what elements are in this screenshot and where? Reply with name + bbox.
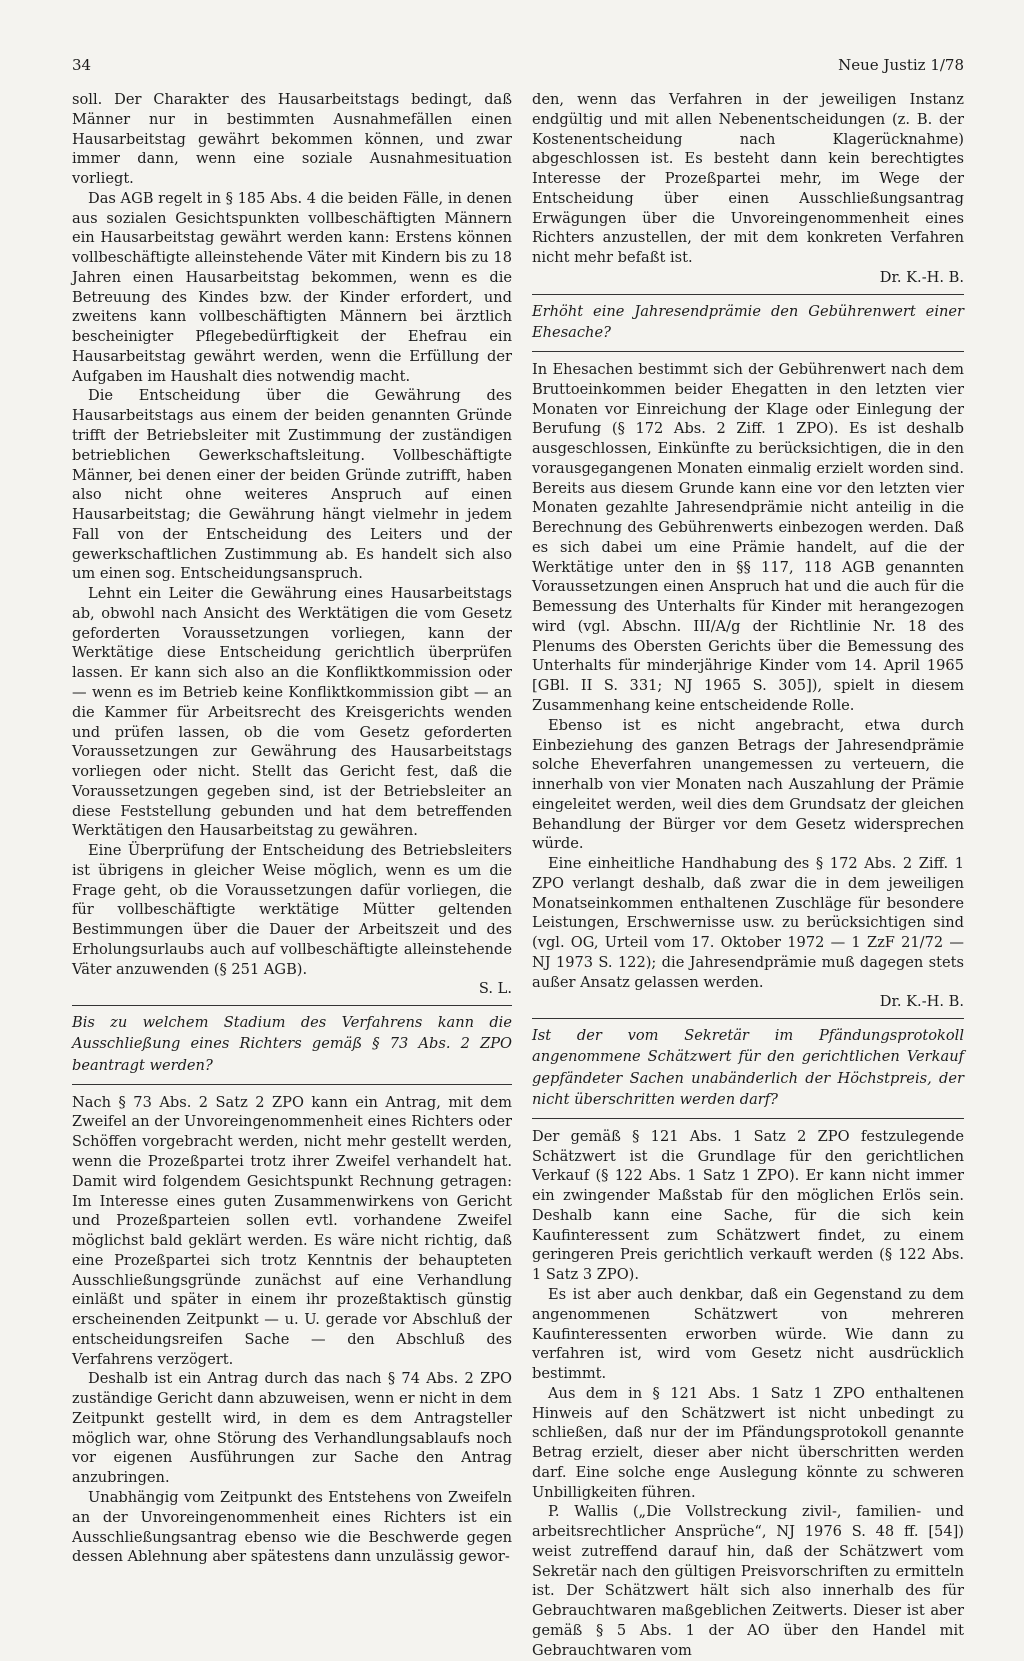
page-number: 34 <box>72 56 92 74</box>
paragraph: Der gemäß § 121 Abs. 1 Satz 2 ZPO festzulegende Schätzwert ist die Grundlage für den gerichtlichen Verkauf (§ 122 Abs. 1 Satz 1 ZPO). Er kann nicht immer ein zwingender Maßstab für den möglichen Erlös sein. Deshalb kann eine Sache, für die sich kein Kaufinteressent zum Schätzwert findet, zu einem geringeren Preis gerichtlich verkauft werden (§ 122 Abs. 1 Satz 3 ZPO). <box>532 1127 964 1284</box>
question-text: Erhöht eine Jahresendprämie den Gebührenwert einer Ehesache? <box>532 302 964 341</box>
author-signature: Dr. K.-H. B. <box>879 268 964 286</box>
question-text: Bis zu welchem Stadium des Verfahrens kann die Ausschließung eines Richters gemäß § 73 Abs. 2 ZPO beantragt werden? <box>72 1014 512 1074</box>
paragraph: soll. Der Charakter des Hausarbeitstags bedingt, daß Männer nur in bestimmten Ausnahmefällen einen Hausarbeitstag gewährt bekommen können, und zwar immer dann, wenn eine soziale Ausnahmesituation vorliegt. <box>72 91 512 188</box>
paragraph: Unabhängig vom Zeitpunkt des Entstehens von Zweifeln an der Unvoreingenommenheit eines Richters ist ein Ausschließungsantrag ebenso wie die Beschwerde gegen dessen Ablehnung aber spätestens dann unzulässig gewor- <box>72 1489 512 1566</box>
paragraph: den, wenn das Verfahren in der jeweiligen Instanz endgültig und mit allen Nebenentscheidungen (z. B. der Kostenentscheidung nach Klagerücknahme) abgeschlossen ist. Es besteht dann kein berechtigtes Interesse der Prozeßpartei mehr, im Wege der Entscheidung über einen Ausschließungsantrag Erwägungen über die Unvoreingenommenheit eines Richters anzustellen, der mit dem konkreten Verfahren nicht mehr befaßt ist. <box>532 91 964 267</box>
paragraph: Das AGB regelt in § 185 Abs. 4 die beiden Fälle, in denen aus sozialen Gesichtspunkten vollbeschäftigten Männern ein Hausarbeitstag gewährt werden kann: Erstens können vollbeschäftigte alleinstehende Väter mit Kindern bis zu 18 Jahren einen Hausarbeitstag bekommen, wenn es die Betreuung des Kindes bzw. der Kinder erfordert, und zweitens kann vollbeschäftigten Männern bei ärztlich bescheinigter Pflegebedürftigkeit der Ehefrau ein Hausarbeitstag gewährt werden, wenn die Erfüllung der Aufgaben im Haushalt dies notwendig macht. <box>72 189 512 385</box>
author-signature: S. L. <box>478 980 512 998</box>
question-heading <box>532 294 964 352</box>
author-signature: Dr. K.-H. B. <box>879 993 964 1011</box>
paragraph: In Ehesachen bestimmt sich der Gebührenwert nach dem Bruttoeinkommen beider Ehegatten in den letzten vier Monaten vor Einreichung der Klage oder Einlegung der Berufung (§ 172 Abs. 2 Ziff. 1 ZPO). Es ist deshalb ausgeschlossen, Einkünfte zu berücksichtigen, die in den vorausgegangenen Monaten einmalig erzielt worden sind. Bereits aus diesem Grunde kann eine vor den letzten vier Monaten gezahlte Jahresendprämie nicht anteilig in die Berechnung des Gebührenwerts einbezogen werden. Daß es sich dabei um eine Prämie handelt, auf die der Werktätige unter den in §§ 117, 118 AGB genannten Voraussetzungen einen Anspruch hat und die auch für die Bemessung des Unterhalts für Kinder mit herangezogen wird (vgl. Abschn. III/A/g der Richtlinie Nr. 18 des Plenums des Obersten Gerichts über die Bemessung des Unterhalts für minderjährige Kinder vom 14. April 1965 [GBl. II S. 331; NJ 1965 S. 305]), spielt in diesem Zusammenhang keine entscheidende Rolle. <box>532 360 964 714</box>
paragraph: Ebenso ist es nicht angebracht, etwa durch Einbeziehung des ganzen Betrags der Jahresendprämie solche Eheverfahren unangemessen zu verteuern, die innerhalb von vier Monaten nach Auszahlung der Prämie eingeleitet werden, weil dies dem Grundsatz der gleichen Behandlung der Bürger vor dem Gesetz widersprechen würde. <box>532 716 964 853</box>
paragraph: Aus dem in § 121 Abs. 1 Satz 1 ZPO enthaltenen Hinweis auf den Schätzwert ist nicht unbedingt zu schließen, daß nur der im Pfändungsprotokoll genannte Betrag erzielt, dieser aber nicht überschritten werden darf. Eine solche enge Auslegung könnte zu schweren Unbilligkeiten führen. <box>532 1384 964 1501</box>
paragraph: Lehnt ein Leiter die Gewährung eines Hausarbeitstags ab, obwohl nach Ansicht des Werktätigen die vom Gesetz geforderten Voraussetzungen vorliegen, kann der Werktätige diese Entscheidung gerichtlich überprüfen lassen. Er kann sich also an die Konfliktkommission oder — wenn es im Betrieb keine Konfliktkommission gibt — an die Kammer für Arbeitsrecht des Kreisgerichts wenden und prüfen lassen, ob die vom Gesetz geforderten Voraussetzungen zur Gewährung des Hausarbeitstags vorliegen oder nicht. Stellt das Gericht fest, daß die Voraussetzungen gegeben sind, ist der Betriebsleiter an diese Feststellung gebunden und hat dem betreffenden Werktätigen den Hausarbeitstag zu gewähren. <box>72 585 512 840</box>
paragraph: Eine einheitliche Handhabung des § 172 Abs. 2 Ziff. 1 ZPO verlangt deshalb, daß zwar die in dem jeweiligen Monatseinkommen enthaltenen Zuschläge für besondere Leistungen, Erschwernisse usw. zu berücksichtigen sind (vgl. OG, Urteil vom 17. Oktober 1972 — 1 ZzF 21/72 — NJ 1973 S. 122); die Jahresendprämie muß dagegen stets außer Ansatz gelassen werden. <box>532 855 964 991</box>
question-heading <box>532 1018 964 1119</box>
paragraph: P. Wallis („Die Vollstreckung zivil-, familien- und arbeitsrechtlicher Ansprüche“, NJ 1976 S. 48 ff. [54]) weist zutreffend darauf hin, daß der Schätzwert vom Sekretär nach den gültigen Preisvorschriften zu ermitteln ist. Der Schätzwert hält sich also innerhalb des für Gebrauchtwaren maßgeblichen Zeitwerts. Dieser ist aber gemäß § 5 Abs. 1 der AO über den Handel mit Gebrauchtwaren vom <box>532 1503 964 1659</box>
paragraph: Eine Überprüfung der Entscheidung des Betriebsleiters ist übrigens in gleicher Weise möglich, wenn es um die Frage geht, ob die Voraussetzungen dafür vorliegen, die für vollbeschäftigte werktätige Mütter geltenden Bestimmungen über die Dauer der Arbeitszeit und des Erholungsurlaubs auch auf vollbeschäftigte alleinstehende Väter anzuwenden (§ 251 AGB). <box>72 842 512 978</box>
journal-title: Neue Justiz 1/78 <box>838 56 964 74</box>
paragraph: Es ist aber auch denkbar, daß ein Gegenstand zu dem angenommenen Schätzwert von mehreren Kaufinteressenten erworben würde. Wie dann zu verfahren ist, wird vom Gesetz nicht ausdrücklich bestimmt. <box>532 1285 964 1383</box>
paragraph: Deshalb ist ein Antrag durch das nach § 74 Abs. 2 ZPO zuständige Gericht dann abzuweisen, wenn er nicht in dem Zeitpunkt gestellt wird, in dem es dem Antragsteller möglich war, ohne Störung des Verhandlungsablaufs noch vor eigenen Ausführungen zur Sache den Antrag anzubringen. <box>72 1370 512 1487</box>
question-heading <box>72 1005 512 1084</box>
paragraph: Nach § 73 Abs. 2 Satz 2 ZPO kann ein Antrag, mit dem Zweifel an der Unvoreingenommenheit eines Richters oder Schöffen vorgebracht werden, nicht mehr gestellt werden, wenn die Prozeßpartei trotz ihrer Zweifel verhandelt hat. Damit wird folgendem Gesichtspunkt Rechnung getragen: Im Interesse eines guten Zusammenwirkens von Gericht und Prozeßparteien sollen evtl. vorhandene Zweifel möglichst bald geklärt werden. Es wäre nicht richtig, daß eine Prozeßpartei sich trotz Kenntnis der behaupteten Ausschließungsgründe zunächst auf eine Verhandlung einläßt und später in einem ihr prozeßtaktisch günstig erscheinenden Zeitpunkt — u. U. gerade vor Abschluß der entscheidungsreifen Sache — den Abschluß des Verfahrens verzögert. <box>72 1093 512 1368</box>
left-column <box>72 90 512 1567</box>
paragraph: Die Entscheidung über die Gewährung des Hausarbeitstags aus einem der beiden genannten Gründe trifft der Betriebsleiter mit Zustimmung der zuständigen betrieblichen Gewerkschaftsleitung. Vollbeschäftigte Männer, bei denen einer der beiden Gründe zutrifft, haben also nicht ohne weiteres Anspruch auf einen Hausarbeitstag; die Gewährung hängt vielmehr in jedem Fall von der Entscheidung des Leiters und der gewerkschaftlichen Zustimmung ab. Es handelt sich also um einen sog. Entscheidungsanspruch. <box>72 387 512 583</box>
right-column <box>532 90 964 1661</box>
question-text: Ist der vom Sekretär im Pfändungsprotokoll angenommene Schätzwert für den gerichtlichen Verkauf gepfändeter Sachen unabänderlich der Höchstpreis, der nicht überschritten werden darf? <box>532 1027 964 1108</box>
